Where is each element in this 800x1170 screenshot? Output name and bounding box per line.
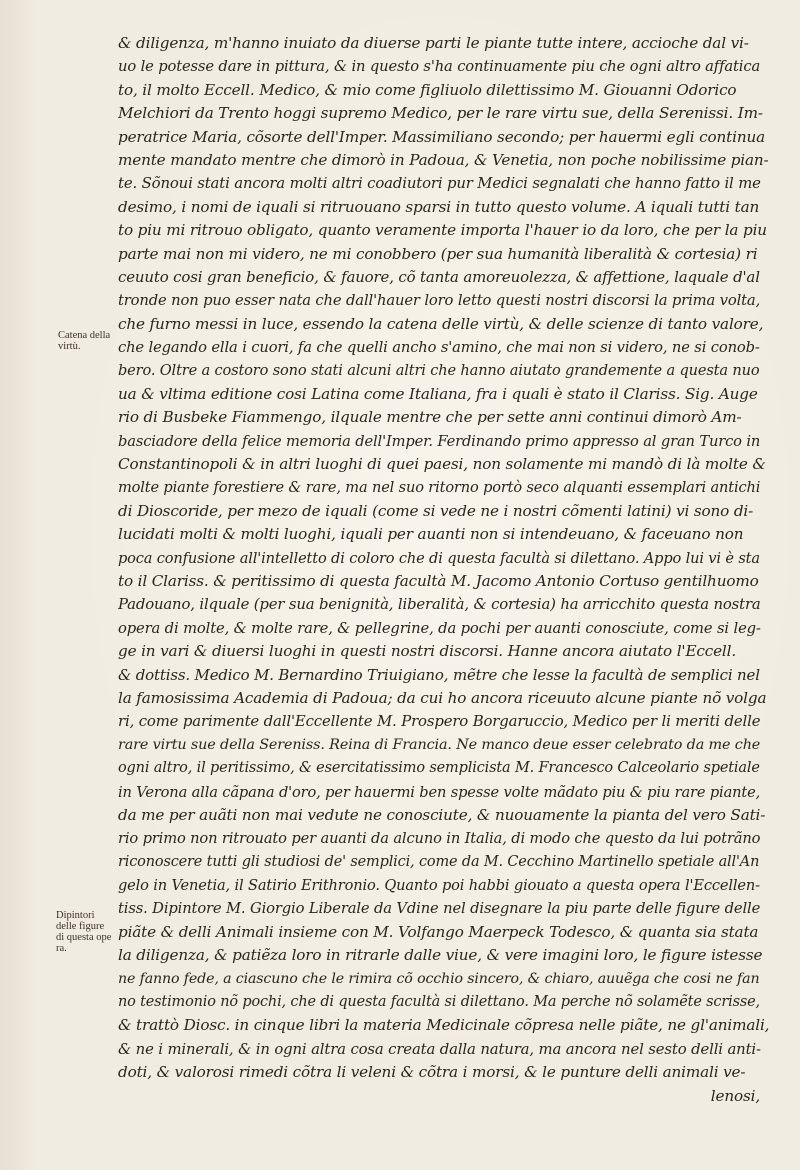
body-text	[118, 32, 770, 1108]
text-line: opera di molte, & molte rare, & pellegrine, da pochi per auanti conosciute, come si leg-	[118, 619, 761, 637]
marginal-note-painters	[56, 910, 120, 954]
text-line: ogni altro, il peritissimo, & esercitatissimo semplicista M. Francesco Calceolario spetiale	[118, 760, 760, 777]
text-line: desimo, i nomi de iquali si ritruouano sparsi in tutto questo volume. A iquali tutti tan	[118, 197, 760, 216]
text-line: peratrice Maria, cõsorte dell'Imper. Massimiliano secondo; per hauermi egli continua	[118, 127, 765, 146]
text-line: bero. Oltre a costoro sono stati alcuni altri che hanno aiutato grandemente a questa nuo	[118, 362, 760, 380]
text-line: riconoscere tutti gli studiosi de' semplici, come da M. Cecchino Martinello spetiale all'An	[118, 853, 760, 870]
text-line: poca confusione all'intelletto di coloro che di questa facultà si dilettano. Appo lui vi è sta	[118, 549, 760, 567]
text-line: lenosi,	[710, 1086, 760, 1105]
text-line: to, il molto Eccell. Medico, & mio come figliuolo dilettissimo M. Giouanni Odorico	[118, 80, 737, 99]
text-line: ceuuto cosi gran beneficio, & fauore, cõ tanta amoreuolezza, & affettione, laquale d'al	[118, 267, 760, 286]
marginal-line: di questa ope	[56, 932, 112, 943]
text-line: ge in vari & diuersi luoghi in questi nostri discorsi. Hanne ancora aiutato l'Eccell.	[118, 642, 737, 661]
marginal-line: delle figure	[56, 921, 105, 932]
text-line: rio primo non ritrouato per auanti da alcuno in Italia, di modo che questo da lui potrãno	[118, 830, 761, 848]
text-line: ne fanno fede, a ciascuno che le rimira cõ occhio sincero, & chiaro, auuẽga che cosi ne fan	[118, 970, 760, 987]
marginal-line: Dipintori	[56, 910, 95, 921]
text-line: molte piante forestiere & rare, ma nel suo ritorno portò seco alquanti essemplari antichi	[118, 479, 761, 497]
text-line: tiss. Dipintore M. Giorgio Liberale da Vdine nel disegnare la piu parte delle figure delle	[118, 900, 761, 918]
text-line: di Dioscoride, per mezo de iquali (come si vede ne i nostri cõmenti latini) vi sono di-	[118, 501, 754, 520]
text-line: la diligenza, & patiẽza loro in ritrarle dalle viue, & vere imagini loro, le figure istesse	[118, 946, 763, 965]
text-line: doti, & valorosi rimedi cõtra li veleni & cõtra i morsi, & le punture delli animali ve-	[118, 1063, 746, 1082]
text-line: parte mai non mi videro, ne mi conobbero (per sua humanità liberalità & cortesia) ri	[118, 244, 758, 263]
text-line: la famosissima Academia di Padoua; da cui ho ancora riceuuto alcune piante nõ volga	[118, 688, 767, 707]
marginal-note-chain-of-virtue	[58, 330, 122, 352]
text-line: tronde non puo esser nata che dall'hauer loro letto questi nostri discorsi la prima volta,	[118, 292, 761, 310]
text-line: to piu mi ritrouo obligato, quanto veramente importa l'hauer io da loro, che per la piu	[118, 221, 767, 240]
text-line: Melchiori da Trento hoggi supremo Medico, per le rare virtu sue, della Serenissi. Im-	[118, 104, 763, 123]
text-line: ri, come parimente dall'Eccellente M. Prospero Borgaruccio, Medico per li meriti delle	[118, 712, 761, 731]
text-line: & ne i minerali, & in ogni altra cosa creata dalla natura, ma ancora nel sesto delli anti-	[118, 1039, 761, 1058]
text-line: da me per auãti non mai vedute ne conosciute, & nuouamente la pianta del vero Sati-	[118, 805, 766, 824]
text-line: rio di Busbeke Fiammengo, ilquale mentre che per sette anni continui dimorò Am-	[118, 408, 742, 427]
text-line: mente mandato mentre che dimorò in Padoua, & Venetia, non poche nobilissime pian-	[118, 150, 769, 169]
text-line: Padouano, ilquale (per sua benignità, liberalità, & cortesia) ha arricchito questa nostra	[118, 596, 761, 614]
text-line: che legando ella i cuori, fa che quelli ancho s'amino, che mai non si videro, ne si conob-	[118, 339, 760, 357]
text-line: lucidati molti & molti luoghi, iquali per auanti non si intendeuano, & faceuano non	[118, 525, 744, 544]
text-line: to il Clariss. & peritissimo di questa facultà M. Jacomo Antonio Cortuso gentilhuomo	[118, 571, 759, 590]
text-line: piãte & delli Animali insieme con M. Volfango Maerpeck Todesco, & quanta sia stata	[118, 922, 759, 941]
text-line: in Verona alla cãpana d'oro, per hauermi ben spesse volte mãdato piu & piu rare piante,	[118, 783, 761, 801]
text-line: & trattò Diosc. in cinque libri la materia Medicinale cõpresa nelle piãte, ne gl'animali,	[118, 1016, 770, 1035]
text-line: no testimonio nõ pochi, che di questa facultà si dilettano. Ma perche nõ solamẽte scrisse,	[118, 994, 760, 1011]
text-line: & dottiss. Medico M. Bernardino Triuigiano, mẽtre che lesse la facultà de semplici nel	[118, 665, 760, 684]
marginal-line: ra.	[56, 943, 67, 954]
text-line: Constantinopoli & in altri luoghi di quei paesi, non solamente mi mandò di là molte &	[118, 455, 766, 474]
text-line: te. Sõnoui stati ancora molti altri coadiutori pur Medici segnalati che hanno fatto il me	[118, 174, 761, 193]
text-line: gelo in Venetia, il Satirio Erithronio. Quanto poi habbi giouato a questa opera l'Eccellen-	[118, 877, 760, 895]
text-line: che furno messi in luce, essendo la catena delle virtù, & delle scienze di tanto valore,	[118, 314, 764, 333]
text-line: uo le potesse dare in pittura, & in questo s'ha continuamente piu che ogni altro affatica	[118, 58, 761, 76]
text-line: ua & vltima editione cosi Latina come Italiana, fra i quali è stato il Clariss. Sig. Auge	[118, 384, 758, 403]
marginal-line: virtù.	[58, 341, 81, 352]
marginal-line: Catena della	[58, 330, 111, 341]
text-line: & diligenza, m'hanno inuiato da diuerse parti le piante tutte intere, accioche dal vi-	[118, 34, 749, 52]
text-line: basciadore della felice memoria dell'Imper. Ferdinando primo appresso al gran Turco in	[118, 432, 761, 450]
text-line: rare virtu sue della Sereniss. Reina di Francia. Ne manco deue esser celebrato da me che	[118, 736, 761, 753]
